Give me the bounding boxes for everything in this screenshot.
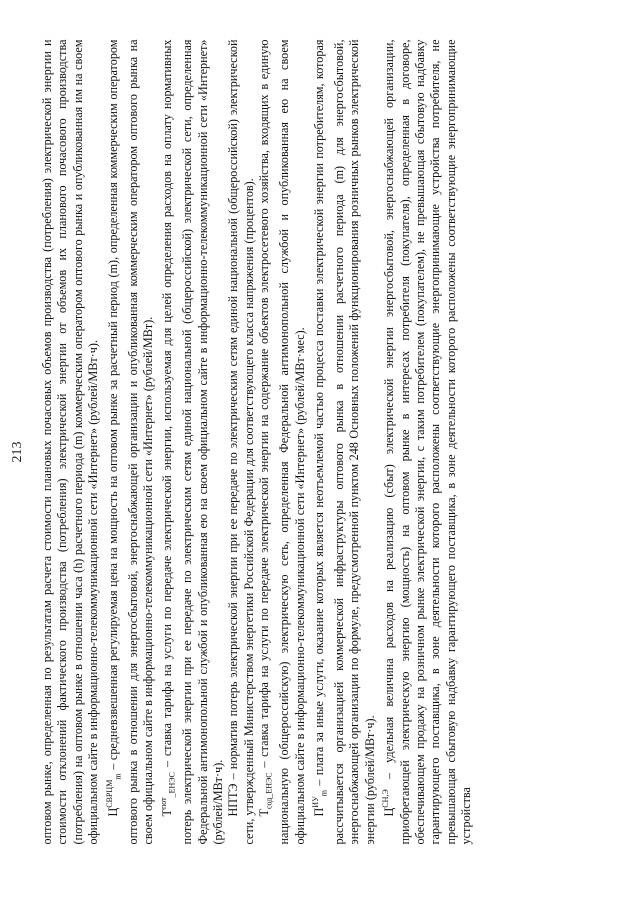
page-number: 213 <box>10 441 25 463</box>
paragraph-text: – ставка тарифа на услуги по передаче электрической энергии, используемая для целей определения расходов на оплату нормативных потерь электрической энергии при ее передаче по электрическим сетям единой национальной (общероссийской) электрической сети, определенная Федеральной антимонопольной службой и опубликованная ею на своем официальном сайте в информационно-телекоммуникационной сети «Интернет» (рублей/МВт·ч). <box>160 39 226 845</box>
paragraph-text: – норматив потерь электрической энергии при ее передаче по электрическим сетям единой национальной (общероссийской) электрической сети, утвержденный Министерством энергетики Российской Федерации для соответствующего класса напряжения (процентов). <box>226 39 256 845</box>
paragraph-text: – ставка тарифа на услуги по передаче электрической энергии на содержание объектов электросетевого хозяйства, входящих в единую национальную (общероссийскую) электрическую сеть, определенная Федеральной антимонопольной службой и опубликованная ею на своем официальном сайте в информационно-телекоммуникационной сети «Интернет» (рублей/МВт·мес). <box>257 39 307 845</box>
paragraph-5 <box>257 40 308 845</box>
paragraph-7 <box>378 40 475 845</box>
paragraph-text: оптовом рынке, определенная по результатам расчета стоимости плановых почасовых объемов производства (потребления) электрической энергии и стоимости отклонений фактического производства (потребления) электрической энергии от объемов их планового почасового производства (потребления) на оптовом рынке в отношении часа (h) расчетного периода (m) коммерческим оператором оптового рынка и опубликованная им на своем официальном сайте в информационно-телекоммуникационной сети «Интернет» (рублей/МВт·ч). <box>40 39 101 845</box>
formula-symbol: НПТЭ <box>226 783 241 817</box>
paragraph-1 <box>40 40 102 845</box>
paragraph-text: – удельная величина расходов на реализацию (сбыт) электрической энергии энергосбытовой, энергоснабжающей организации, приобретающей электрическую энергию (мощность) на оптовом рынке в интересах потребителя (покупателя), определенная в договоре, обеспечивающем продажу на розничном рынке электрической энергии, с таким потребителем (покупателем), не превышающая сбытовую надбавку гарантирующего поставщика, в зоне деятельности которого расположены соответствующие энергопринимающие устройства потребителя, не превышающая сбытовую надбавку гарантирующего поставщика, в зоне деятельности которого расположены соответствующие энергопринимающие устройства <box>382 39 474 845</box>
paragraph-text: – средневзвешенная регулируемая цена на мощность на оптовом рынке за расчетный период (m), определенная коммерческим оператором оптового рынка в отношении для энергосбытовой, энергоснабжающей организации и опубликованная коммерческим оператором оптового рынка на своем официальном сайте в информационно-телекоммуникационной сети «Интернет» (рублей/МВт). <box>105 39 155 845</box>
formula-symbol: $Ц^{СН,Э}$ <box>381 789 397 817</box>
formula-symbol: $Т^{пот}_{\_ЕНЭС}$ <box>159 772 177 817</box>
paragraph-4 <box>226 40 257 845</box>
formula-symbol: $Т_{сод\_ЕНЭС}$ <box>257 772 274 817</box>
paragraph-2 <box>102 40 157 845</box>
formula-symbol: $П^{ИУ}_m$ <box>310 790 329 817</box>
paragraph-3 <box>156 40 226 845</box>
formula-symbol: $Ц^{СВРЦМ}_m$ <box>104 773 123 817</box>
paragraph-6 <box>308 40 378 845</box>
paragraph-text: – плата за иные услуги, оказание которых является неотъемлемой частью процесса поставки электрической энергии потребителям, которая рассчитывается организацией коммерческой инфраструктуры оптового рынка в отношении расчетного периода (m) для энергосбытовой, энергоснабжающей организации по формуле, предусмотренной пунктом 248 Основных положений функционирования розничных рынков электрической энергии (рублей/МВт·ч). <box>312 39 377 845</box>
document-body <box>40 40 475 845</box>
